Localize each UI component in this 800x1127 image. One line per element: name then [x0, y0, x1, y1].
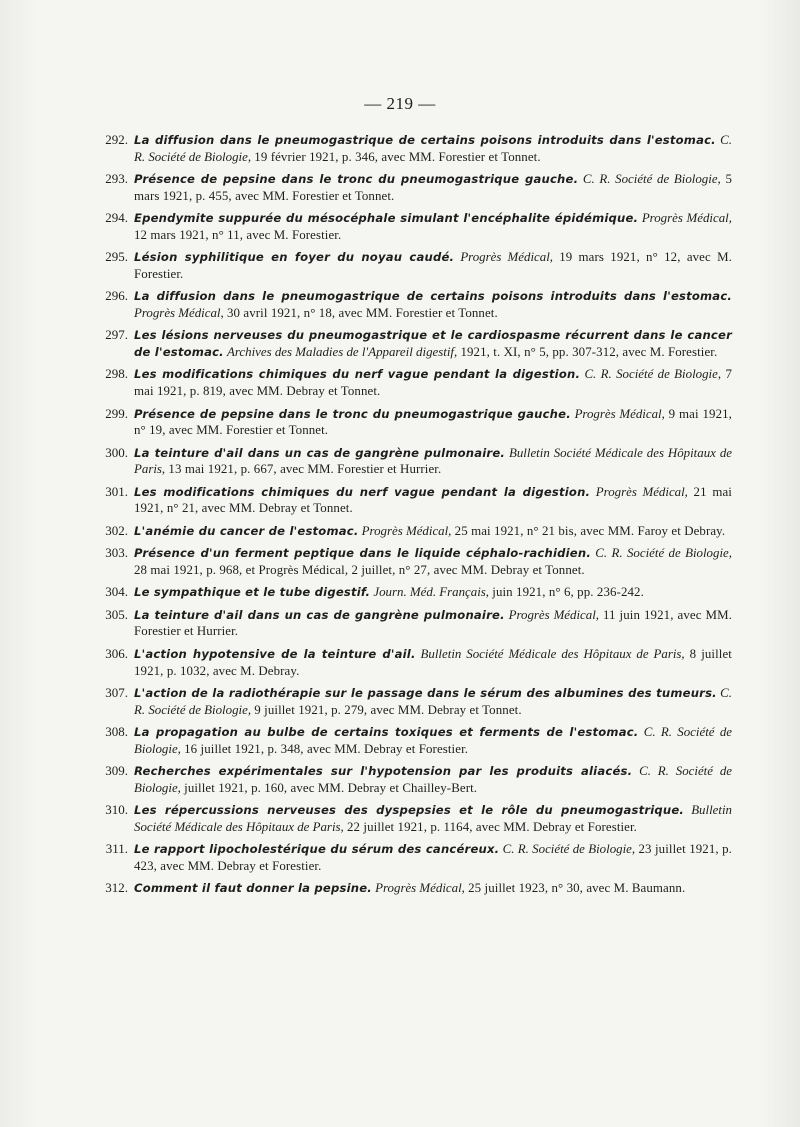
entry-details: juillet 1921, p. 160, avec MM. Debray et Chailley-Bert. [184, 780, 478, 795]
entry-title: Ependymite suppurée du mésocéphale simulant l'encéphalite épidémique. [134, 211, 639, 226]
entry-journal: Bulletin Société Médicale des Hôpitaux de Paris, [420, 646, 685, 661]
entry-details: 7 mai 1921, p. 819, avec MM. Debray et Tonnet. [134, 367, 732, 399]
entry-details: 12 mars 1921, n° 11, avec M. Forestier. [134, 227, 342, 242]
entry-number: 305. [105, 606, 128, 622]
entry-journal: C. R. Société de Biologie, [134, 133, 732, 164]
entry-journal: C. R. Société de Biologie, [134, 685, 732, 717]
entry-title: La propagation au bulbe de certains toxiques et ferments de l'estomac. [134, 725, 639, 740]
bibliography-entry [96, 880, 732, 897]
entry-details: 30 avril 1921, n° 18, avec MM. Forestier et Tonnet. [226, 305, 498, 320]
bibliography-entry [96, 607, 732, 640]
entry-number: 306. [105, 645, 128, 661]
entry-number: 298. [105, 366, 128, 382]
entry-journal: Progrès Médical, [134, 305, 224, 320]
entry-number: 297. [105, 327, 128, 343]
bibliography-entry [96, 841, 732, 874]
entry-title: Le rapport lipocholestérique du sérum des cancéreux. [134, 842, 500, 857]
entry-details: 19 mars 1921, n° 12, avec M. Forestier. [134, 250, 732, 281]
entry-journal: Progrès Médical, [460, 250, 553, 265]
entry-journal: Progrès Médical, [375, 881, 465, 896]
entry-journal: Archives des Maladies de l'Appareil digestif, [227, 344, 458, 359]
entry-journal: C. R. Société de Biologie, [134, 725, 732, 756]
entry-title: L'anémie du cancer de l'estomac. [134, 523, 359, 538]
bibliography-entry [96, 406, 732, 439]
entry-number: 308. [105, 724, 128, 740]
entry-details: 1921, t. XI, n° 5, pp. 307-312, avec M. Forestier. [460, 344, 718, 359]
entry-journal: Journ. Méd. Français, [373, 585, 490, 600]
entry-details: 5 mars 1921, p. 455, avec MM. Forestier et Tonnet. [134, 172, 733, 203]
bibliography-entry [96, 646, 732, 679]
entry-number: 302. [105, 522, 128, 538]
entry-number: 296. [105, 288, 128, 304]
entry-title: Les lésions nerveuses du pneumogastrique et le cardiospasme récurrent dans le cancer de l'estomac. [134, 328, 732, 359]
entry-title: Les modifications chimiques du nerf vague pendant la digestion. [134, 367, 581, 382]
entry-title: Les répercussions nerveuses des dyspepsies et le rôle du pneumogastrique. [134, 803, 685, 818]
bibliography-entry [96, 210, 732, 243]
bibliography-entry [96, 132, 732, 165]
entry-details: 25 mai 1921, n° 21 bis, avec MM. Faroy et Debray. [454, 523, 726, 538]
entry-title: La teinture d'ail dans un cas de gangrène pulmonaire. [134, 607, 505, 622]
entry-journal: C. R. Société de Biologie, [582, 172, 721, 187]
entry-details: 28 mai 1921, p. 968, et Progrès Médical, 2 juillet, n° 27, avec MM. Debray et Tonnet. [134, 562, 585, 577]
entry-title: La diffusion dans le pneumogastrique de certains poisons introduits dans l'estomac. [134, 289, 732, 304]
entry-details: 21 mai 1921, n° 21, avec MM. Debray et Tonnet. [134, 484, 732, 516]
entry-number: 293. [105, 171, 128, 187]
entry-number: 300. [105, 444, 128, 460]
entry-journal: C. R. Société de Biologie, [134, 764, 732, 795]
entry-details: 23 juillet 1921, p. 423, avec MM. Debray et Forestier. [134, 842, 733, 873]
entry-journal: Progrès Médical, [361, 523, 452, 538]
bibliography-entry [96, 249, 732, 282]
entry-number: 292. [105, 132, 128, 147]
bibliography-entry [96, 484, 732, 517]
entry-number: 310. [105, 802, 128, 818]
entry-details: 25 juillet 1923, n° 30, avec M. Baumann. [468, 881, 686, 896]
bibliography-entry [96, 763, 732, 796]
entry-journal: Bulletin Société Médicale des Hôpitaux de Paris, [134, 445, 732, 477]
bibliography-entry [96, 171, 732, 204]
page-number: — 219 — [364, 94, 436, 113]
entry-journal: Bulletin Société Médicale des Hôpitaux de Paris, [134, 803, 732, 834]
entry-title: Comment il faut donner la pepsine. [134, 881, 372, 896]
entry-title: Recherches expérimentales sur l'hypotension par les produits aliacés. [134, 764, 633, 779]
entry-details: 11 juin 1921, avec MM. Forestier et Hurrier. [134, 607, 732, 639]
entry-number: 301. [105, 483, 128, 499]
entry-journal: C. R. Société de Biologie, [502, 842, 636, 857]
entry-title: L'action de la radiothérapie sur le passage dans le sérum des albumines des tumeurs. [134, 685, 717, 700]
entry-title: Le sympathique et le tube digestif. [134, 585, 371, 600]
entry-journal: Progrès Médical, [574, 406, 665, 421]
entry-number: 304. [105, 584, 128, 600]
entry-details: 9 mai 1921, n° 19, avec MM. Forestier et Tonnet. [134, 406, 732, 438]
bibliography-entry [96, 685, 732, 718]
entry-details: 19 février 1921, p. 346, avec MM. Forestier et Tonnet. [254, 149, 541, 164]
entry-journal: C. R. Société de Biologie, [584, 367, 722, 382]
entry-number: 307. [105, 684, 128, 700]
entry-title: Présence d'un ferment peptique dans le liquide céphalo-rachidien. [134, 546, 591, 561]
bibliography-entry [96, 545, 732, 578]
entry-title: Présence de pepsine dans le tronc du pneumogastrique gauche. [134, 406, 571, 421]
bibliography-entry [96, 288, 732, 321]
entry-details: 22 juillet 1921, p. 1164, avec MM. Debray et Forestier. [347, 819, 638, 834]
entry-number: 311. [105, 841, 128, 857]
entry-title: La teinture d'ail dans un cas de gangrène pulmonaire. [134, 445, 506, 460]
entry-title: Présence de pepsine dans le tronc du pneumogastrique gauche. [134, 172, 579, 187]
entry-number: 309. [105, 763, 128, 779]
entry-number: 303. [105, 545, 128, 561]
entry-journal: Progrès Médical, [641, 211, 732, 226]
bibliography-list [96, 132, 732, 903]
bibliography-entry [96, 802, 732, 835]
entry-details: 8 juillet 1921, p. 1032, avec M. Debray. [134, 646, 732, 678]
entry-details: 13 mai 1921, p. 667, avec MM. Forestier et Hurrier. [168, 462, 442, 477]
entry-details: juin 1921, n° 6, pp. 236-242. [492, 585, 644, 600]
entry-title: Les modifications chimiques du nerf vague pendant la digestion. [134, 484, 591, 499]
bibliography-entry [96, 445, 732, 478]
bibliography-entry [96, 523, 732, 540]
entry-number: 294. [105, 210, 128, 226]
entry-title: L'action hypotensive de la teinture d'ail. [134, 646, 416, 661]
bibliography-entry [96, 366, 732, 399]
entry-journal: C. R. Société de Biologie, [595, 546, 732, 561]
bibliography-entry [96, 584, 732, 601]
entry-number: 312. [105, 880, 128, 896]
entry-number: 295. [105, 249, 128, 265]
entry-title: Lésion syphilitique en foyer du noyau caudé. [134, 250, 455, 265]
bibliography-entry [96, 724, 732, 757]
entry-details: 9 juillet 1921, p. 279, avec MM. Debray et Tonnet. [254, 702, 522, 717]
entry-journal: Progrès Médical, [508, 607, 600, 622]
entry-details: 16 juillet 1921, p. 348, avec MM. Debray et Forestier. [184, 741, 469, 756]
entry-number: 299. [105, 405, 128, 421]
entry-journal: Progrès Médical, [595, 484, 688, 499]
bibliography-entry [96, 327, 732, 360]
entry-title: La diffusion dans le pneumogastrique de certains poisons introduits dans l'estomac. [134, 133, 716, 147]
